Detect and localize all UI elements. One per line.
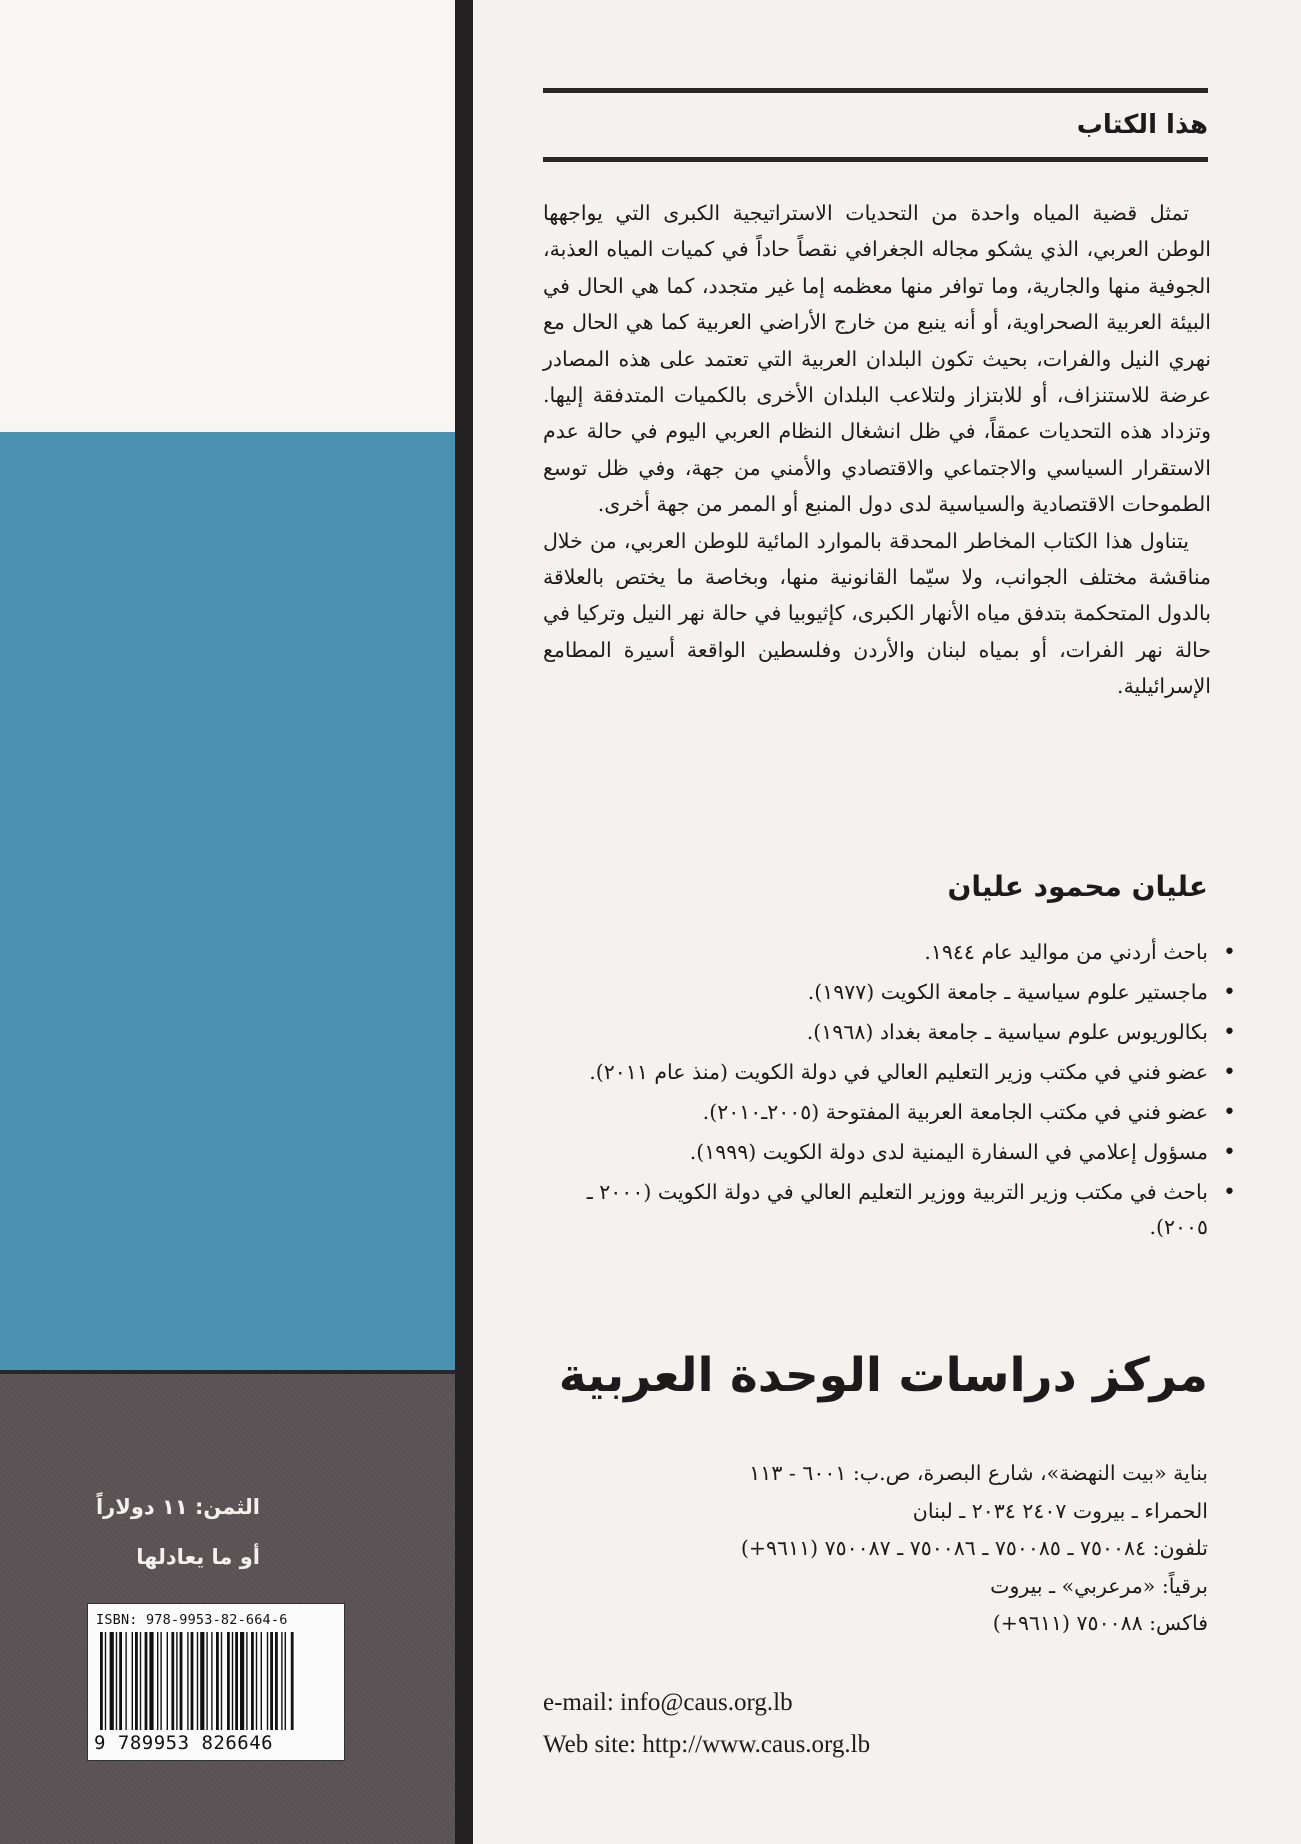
email-line: e-mail: info@caus.org.lb: [543, 1689, 793, 1716]
author-name: عليان محمود عليان: [947, 870, 1208, 903]
phone-line: تلفون: ٧٥٠٠٨٤ ـ ٧٥٠٠٨٥ ـ ٧٥٠٠٨٦ ـ ٧٥٠٠٨٧ (٩٦١١+): [740, 1536, 1208, 1560]
address-line: بناية «بيت النهضة»، شارع البصرة، ص.ب: ٦٠٠١ - ١١٣: [749, 1461, 1208, 1485]
vertical-divider-bar: [455, 0, 473, 1844]
fax-line: فاكس: ٧٥٠٠٨٨ (٩٦١١+): [992, 1611, 1208, 1635]
heading-rule-top: [543, 88, 1208, 93]
bio-item: • باحث أردني من مواليد عام ١٩٤٤.: [543, 935, 1208, 970]
website-line: Web site: http://www.caus.org.lb: [543, 1731, 871, 1758]
publisher-name: مركز دراسات الوحدة العربية: [558, 1348, 1208, 1403]
bio-item: • مسؤول إعلامي في السفارة اليمنية لدى دولة الكويت (١٩٩٩).: [543, 1135, 1208, 1170]
barcode: [87, 1603, 345, 1761]
section-heading: هذا الكتاب: [1076, 110, 1208, 140]
price-line: الثمن: ١١ دولاراً: [95, 1495, 260, 1519]
bio-item: • ماجستير علوم سياسية ـ جامعة الكويت (١٩٧٧).: [543, 975, 1208, 1010]
book-description: [543, 195, 1211, 705]
description-paragraph: تمثل قضية المياه واحدة من التحديات الاستراتيجية الكبرى التي يواجهها الوطن العربي، الذي يشكو مجاله الجغرافي نقصاً حاداً في كميات المياه العذبة، الجوفية منها والجارية، وما توافر منها معظمه إما غير متجدد، كما هي الحال في البيئة العربية الصحراوية، أو أنه ينبع من خارج الأراضي العربية كما هي الحال مع نهري النيل والفرات، بحيث تكون البلدان العربية التي تعتمد على هذه المصادر عرضة للاستنزاف، أو للابتزاز ولتلاعب البلدان الأخرى بالكميات المتدفقة إليها. وتزداد هذه التحديات عمقاً، في ظل انشغال النظام العربي اليوم في حالة عدم الاستقرار السياسي والاجتماعي والاقتصادي والأمني من جهة، وفي ظل توسع الطموحات الاقتصادية والسياسية لدى دول المنبع أو الممر من جهة أخرى.: [543, 201, 1211, 517]
isbn-label: ISBN: 978-9953-82-664-6: [96, 1612, 288, 1628]
publisher-contact: [543, 1682, 1043, 1766]
barcode-bars-icon: [96, 1632, 336, 1732]
description-paragraph: يتناول هذا الكتاب المخاطر المحدقة بالموارد المائية للوطن العربي، من خلال مناقشة مختلف الجوانب، ولا سيّما القانونية منها، وبخاصة ما يختص بالعلاقة بالدول المتحكمة بتدفق مياه الأنهار الكبرى، كإثيوبيا في حالة نهر النيل وتركيا في حالة نهر الفرات، أو بمياه لبنان والأردن وفلسطين الواقعة أسيرة المطامع الإسرائيلية.: [543, 528, 1211, 699]
author-bio-list: [543, 935, 1238, 1250]
heading-rule-bottom: [543, 157, 1208, 162]
bio-item: • بكالوريوس علوم سياسية ـ جامعة بغداد (١٩٦٨).: [543, 1015, 1208, 1050]
left-panel-blue: [0, 432, 455, 1374]
bio-item: • عضو فني في مكتب الجامعة العربية المفتوحة (٢٠٠٥ـ٢٠١٠).: [543, 1095, 1208, 1130]
barcode-digits: 9 789953 826646: [94, 1732, 274, 1754]
left-panel-top: [0, 0, 455, 432]
telegram-line: برقياً: «مرعربي» ـ بيروت: [990, 1573, 1208, 1598]
address-line: الحمراء ـ بيروت ٢٤٠٧ ٢٠٣٤ ـ لبنان: [912, 1498, 1208, 1523]
bio-item: • باحث في مكتب وزير التربية ووزير التعليم العالي في دولة الكويت (٢٠٠٠ ـ ٢٠٠٥).: [543, 1175, 1208, 1245]
price-equivalent-line: أو ما يعادلها: [136, 1545, 260, 1569]
price-block: [90, 1482, 260, 1582]
bio-item: • عضو فني في مكتب وزير التعليم العالي في دولة الكويت (منذ عام ٢٠١١).: [543, 1055, 1208, 1090]
publisher-address: [543, 1455, 1208, 1643]
